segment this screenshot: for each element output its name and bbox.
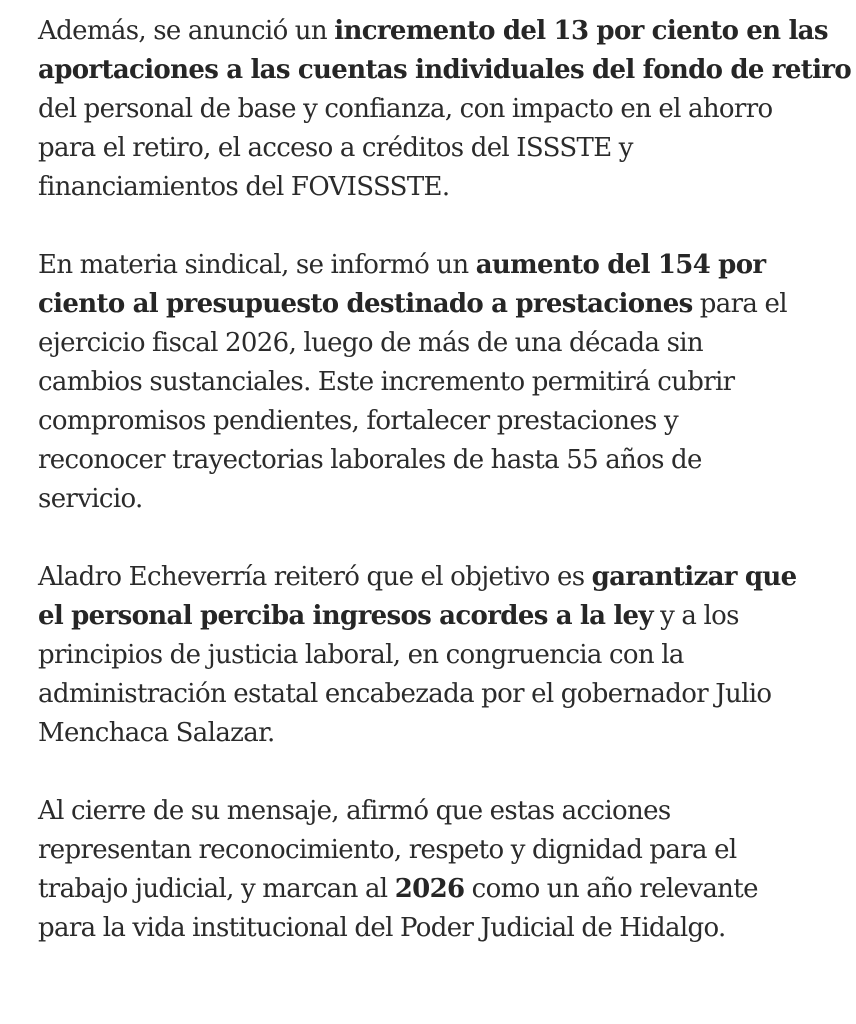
text-run: y a los [652, 601, 739, 631]
text-line [38, 367, 734, 397]
text-run: Al cierre de su mensaje, afirmó que estas acciones [38, 796, 671, 826]
text-run: cambios sustanciales. Este incremento permitirá cubrir [38, 367, 735, 397]
text-line [38, 94, 773, 124]
text-run: como un año relevante [464, 874, 758, 904]
text-line [38, 718, 275, 748]
text-run: administración estatal encabezada por el gobernador Julio [38, 679, 772, 709]
text-line [38, 55, 851, 85]
text-line [38, 796, 671, 826]
text-line [38, 289, 787, 319]
text-run: Además, se anunció un [38, 16, 335, 46]
text-run: para la vida institucional del Poder Judicial de Hidalgo. [38, 913, 726, 943]
text-run: ejercicio fiscal 2026, luego de más de una década sin [38, 328, 704, 358]
article-paragraph [38, 792, 856, 948]
text-run: Aladro Echeverría reiteró que el objetivo es [38, 562, 592, 592]
bold-text: ciento al presupuesto destinado a prestaciones [38, 289, 693, 319]
text-line [38, 406, 678, 436]
text-line [38, 172, 449, 202]
text-run: para el [692, 289, 787, 319]
text-line [38, 484, 143, 514]
text-line [38, 562, 797, 592]
bold-text: aportaciones a las cuentas individuales del fondo de retiro [38, 55, 852, 85]
bold-text: garantizar que [591, 562, 797, 592]
text-line [38, 835, 737, 865]
text-run: compromisos pendientes, fortalecer prestaciones y [38, 406, 678, 436]
text-line [38, 445, 702, 475]
article-paragraph [38, 246, 856, 519]
text-run: principios de justicia laboral, en congruencia con la [38, 640, 684, 670]
text-run: servicio. [38, 484, 143, 514]
text-line [38, 601, 739, 631]
bold-text: aumento del 154 por [475, 250, 766, 280]
text-line [38, 640, 684, 670]
text-line [38, 133, 633, 163]
text-run: para el retiro, el acceso a créditos del ISSSTE y [38, 133, 633, 163]
text-line [38, 16, 828, 46]
bold-text: 2026 [394, 874, 465, 904]
text-line [38, 913, 726, 943]
text-line [38, 679, 771, 709]
article-paragraph [38, 12, 856, 207]
text-run: trabajo judicial, y marcan al [38, 874, 395, 904]
text-run: representan reconocimiento, respeto y dignidad para el [38, 835, 737, 865]
text-run: financiamientos del FOVISSSTE. [38, 172, 450, 202]
text-run: reconocer trayectorias laborales de hasta 55 años de [38, 445, 702, 475]
text-run: del personal de base y confianza, con impacto en el ahorro [38, 94, 773, 124]
article-paragraph [38, 558, 856, 753]
text-run: Menchaca Salazar. [38, 718, 275, 748]
text-run: En materia sindical, se informó un [38, 250, 476, 280]
bold-text: incremento del 13 por ciento en las [334, 16, 828, 46]
article-body [38, 12, 856, 948]
text-line [38, 250, 765, 280]
bold-text: el personal perciba ingresos acordes a la ley [38, 601, 653, 631]
text-line [38, 328, 703, 358]
text-line [38, 874, 758, 904]
